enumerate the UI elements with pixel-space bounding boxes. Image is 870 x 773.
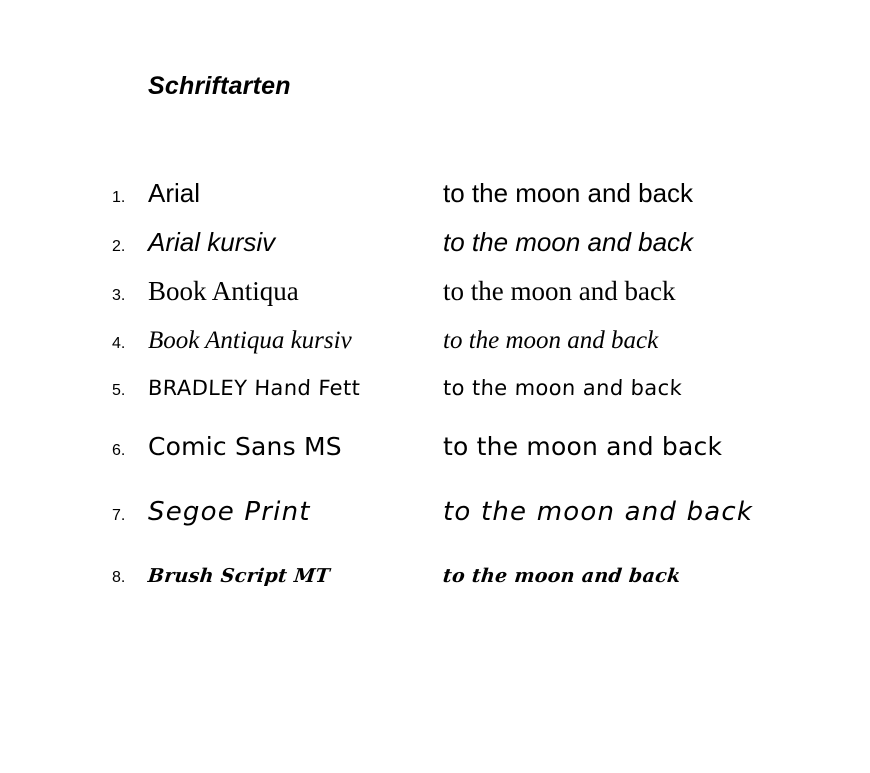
font-name-label: Book Antiqua kursiv bbox=[148, 327, 352, 354]
list-item-number: 6. bbox=[112, 442, 126, 459]
font-name-label: Brush Script MT bbox=[146, 565, 332, 587]
font-sample-list bbox=[110, 178, 830, 587]
font-sample-text: to the moon and back bbox=[443, 327, 659, 354]
font-sample-text: to the moon and back bbox=[443, 497, 754, 527]
font-name-label: Segoe Print bbox=[148, 497, 311, 527]
list-item-number: 3. bbox=[112, 287, 126, 304]
font-name-label: Arial bbox=[148, 178, 201, 208]
font-name-label: Comic Sans MS bbox=[148, 432, 342, 461]
font-sample-text: to the moon and back bbox=[443, 432, 723, 461]
list-item-number: 7. bbox=[112, 507, 126, 524]
list-item bbox=[110, 178, 830, 209]
font-sample-text: to the moon and back bbox=[443, 276, 676, 306]
list-item bbox=[110, 376, 830, 400]
font-name-label: Arial kursiv bbox=[148, 227, 276, 257]
list-item bbox=[110, 432, 830, 461]
font-name-label: Book Antiqua bbox=[148, 276, 299, 306]
font-sample-text: to the moon and back bbox=[442, 376, 683, 400]
list-item-number: 8. bbox=[112, 569, 126, 586]
font-sample-text: to the moon and back bbox=[443, 227, 694, 257]
font-sample-text: to the moon and back bbox=[441, 565, 682, 587]
list-item bbox=[110, 565, 830, 587]
list-item-number: 2. bbox=[112, 238, 126, 255]
font-sample-text: to the moon and back bbox=[443, 178, 694, 208]
font-name-label: BRADLEY Hand Fett bbox=[147, 376, 361, 400]
list-item bbox=[110, 227, 830, 258]
page-title: Schriftarten bbox=[148, 72, 291, 100]
list-item bbox=[110, 497, 830, 527]
list-item-number: 1. bbox=[112, 189, 126, 206]
list-item bbox=[110, 276, 830, 307]
list-item-number: 5. bbox=[112, 382, 126, 399]
list-item-number: 4. bbox=[112, 335, 126, 352]
list-item bbox=[110, 327, 830, 355]
